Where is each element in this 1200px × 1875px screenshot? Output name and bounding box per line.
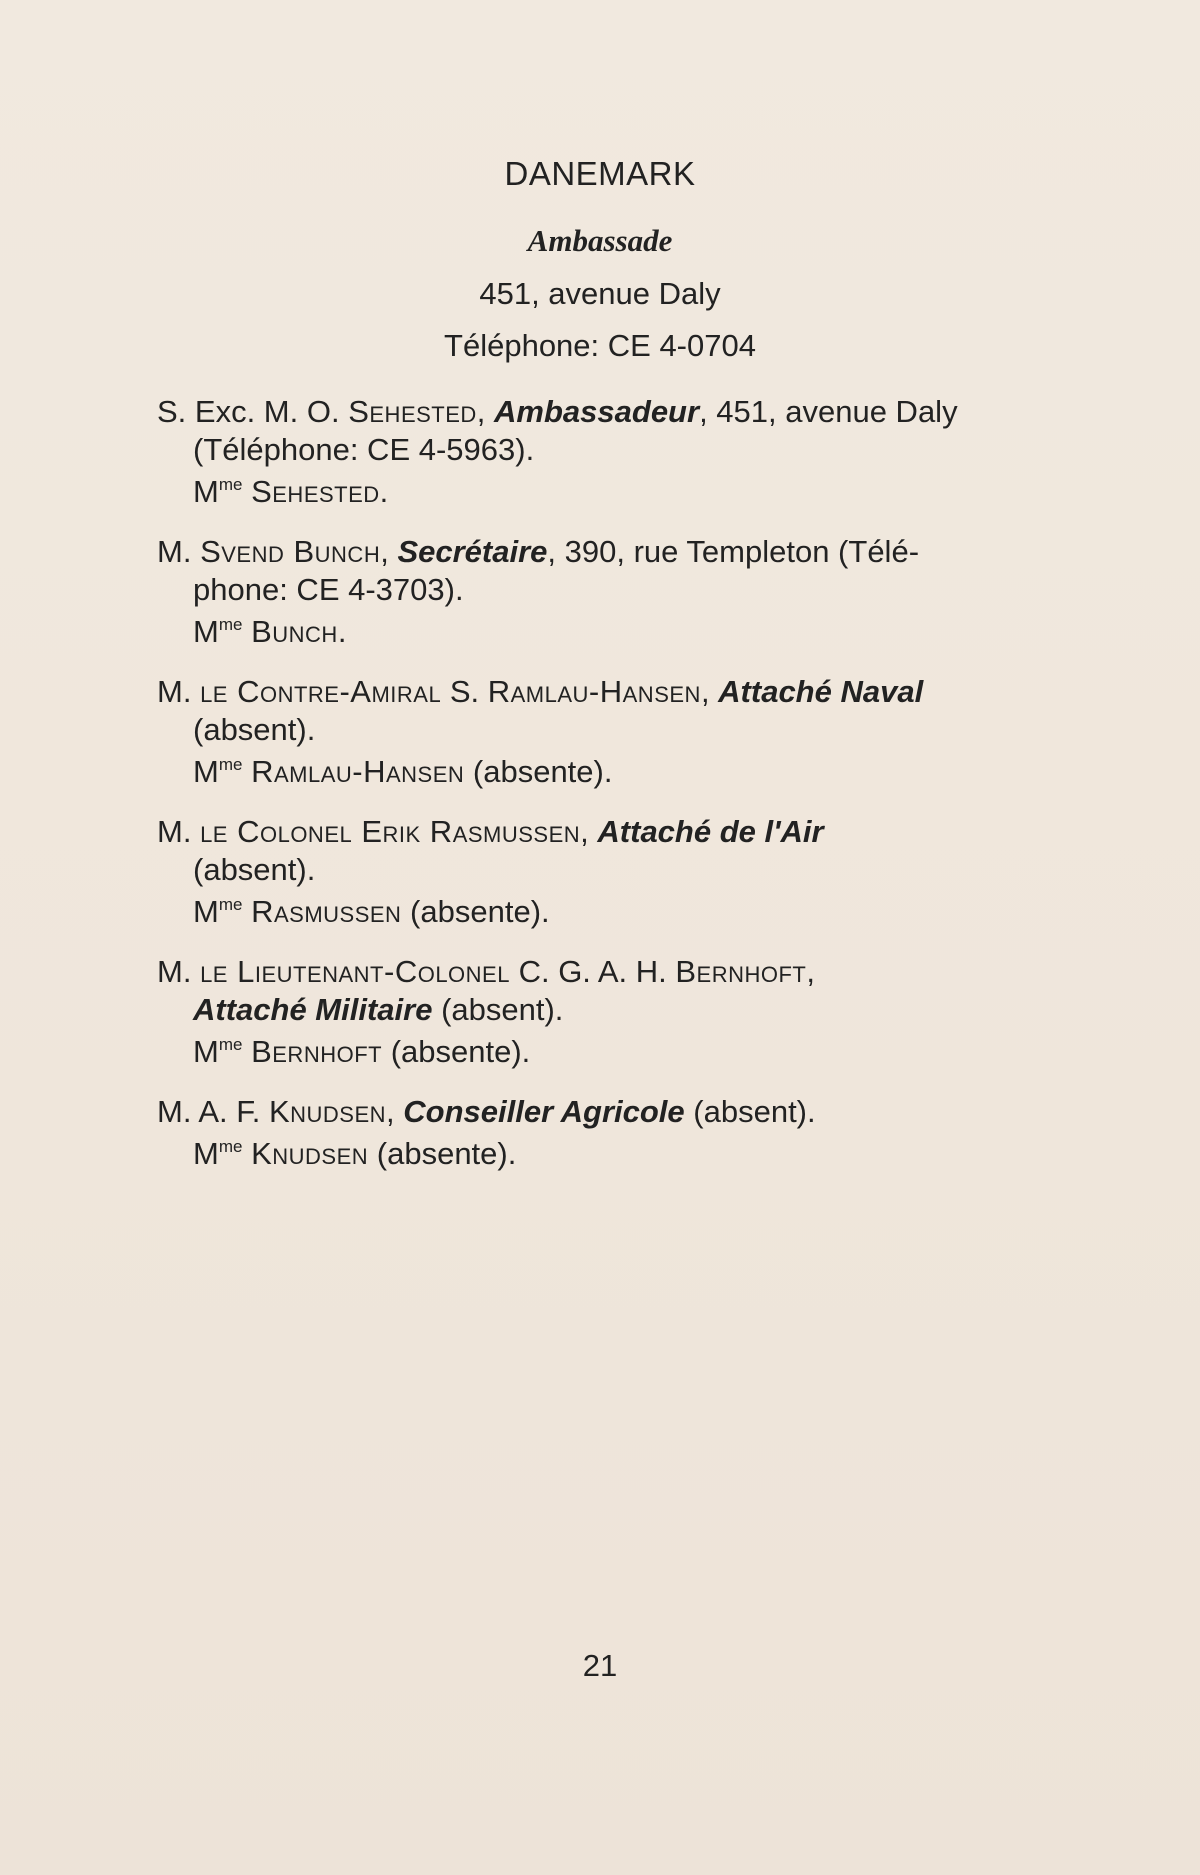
section-subtitle: Ambassade: [527, 223, 673, 258]
spouse-name: Bernhoft: [251, 1034, 383, 1069]
spouse-name: Sehested: [251, 474, 380, 509]
staff-list: [157, 393, 1072, 1195]
entry-detail-continued: phone: CE 4-3703).: [193, 572, 464, 607]
spouse-line: [157, 753, 1072, 791]
embassy-phone: Téléphone: CE 4-0704: [444, 328, 756, 363]
spouse-name: Rasmussen: [251, 894, 402, 929]
entry-title: Secrétaire: [397, 534, 548, 569]
entry-line: [157, 813, 1072, 851]
staff-entry: [157, 533, 1072, 651]
entry-separator: ,: [386, 1094, 404, 1129]
entry-prefix: M. A. F.: [157, 1094, 269, 1129]
entry-prefix: S. Exc. M. O.: [157, 394, 349, 429]
spouse-name: Knudsen: [251, 1136, 369, 1171]
entry-detail: (absent).: [432, 992, 564, 1027]
entry-line: [157, 1093, 1072, 1131]
spouse-prefix: M: [193, 894, 219, 929]
entry-detail: , 451, avenue Daly: [699, 394, 958, 429]
entry-detail-continued: (absent).: [193, 852, 316, 887]
entry-rank: le Lieutenant-Colonel: [200, 954, 510, 989]
entry-separator: ,: [806, 954, 815, 989]
entry-name: Knudsen: [268, 1094, 387, 1129]
entry-initials: C. G. A. H.: [509, 954, 676, 989]
entry-detail: (absent).: [684, 1094, 816, 1129]
entry-prefix: M.: [157, 814, 201, 849]
entry-separator: ,: [700, 674, 719, 709]
spouse-prefix-sup: me: [218, 755, 243, 774]
page-number: 21: [582, 1648, 618, 1683]
spouse-suffix: (absente).: [368, 1136, 517, 1171]
spouse-name: Bunch: [251, 614, 338, 649]
entry-separator: ,: [380, 534, 398, 569]
spouse-line: [157, 893, 1072, 931]
spouse-line: [157, 613, 1072, 651]
spouse-line: [157, 473, 1072, 511]
entry-rank: le Contre-Amiral: [200, 674, 442, 709]
entry-name: Sehested: [348, 394, 477, 429]
staff-entry: [157, 813, 1072, 931]
entry-detail-continued: [157, 991, 1072, 1029]
staff-entry: [157, 1093, 1072, 1173]
staff-entry: [157, 393, 1072, 511]
entry-detail-continued: (Téléphone: CE 4-5963).: [193, 432, 535, 467]
spouse-prefix-sup: me: [218, 1137, 243, 1156]
spouse-prefix: M: [193, 474, 219, 509]
entry-line: [157, 533, 1072, 571]
spouse-name: Ramlau-Hansen: [251, 754, 465, 789]
staff-entry: [157, 953, 1072, 1071]
staff-entry: [157, 673, 1072, 791]
spouse-prefix: M: [193, 1034, 219, 1069]
entry-prefix: M.: [157, 674, 201, 709]
spouse-prefix: M: [193, 754, 219, 789]
entry-title: Attaché Naval: [718, 674, 924, 709]
entry-line: [157, 393, 1072, 431]
entry-separator: ,: [476, 394, 495, 429]
entry-name: Svend Bunch: [200, 534, 381, 569]
spouse-prefix: M: [193, 1136, 219, 1171]
spouse-suffix: (absente).: [401, 894, 550, 929]
spouse-prefix-sup: me: [218, 895, 243, 914]
entry-detail-continued: (absent).: [193, 712, 316, 747]
entry-name: le Colonel Erik Rasmussen: [200, 814, 581, 849]
entry-name: Bernhoft: [675, 954, 807, 989]
spouse-prefix-sup: me: [218, 475, 243, 494]
entry-title: Ambassadeur: [494, 394, 700, 429]
entry-title: Attaché de l'Air: [597, 814, 824, 849]
entry-prefix: M.: [157, 534, 201, 569]
entry-line: [157, 953, 1072, 991]
spouse-prefix-sup: me: [218, 615, 243, 634]
spouse-suffix: .: [337, 614, 347, 649]
spouse-suffix: (absente).: [382, 1034, 531, 1069]
country-heading: DANEMARK: [504, 155, 696, 192]
entry-title: Attaché Militaire: [193, 992, 433, 1027]
spouse-line: [157, 1033, 1072, 1071]
embassy-address: 451, avenue Daly: [479, 276, 721, 311]
spouse-prefix-sup: me: [218, 1035, 243, 1054]
spouse-prefix: M: [193, 614, 219, 649]
entry-separator: ,: [580, 814, 598, 849]
spouse-suffix: (absente).: [464, 754, 613, 789]
entry-prefix: M.: [157, 954, 201, 989]
spouse-suffix: .: [379, 474, 389, 509]
entry-title: Conseiller Agricole: [403, 1094, 685, 1129]
spouse-line: [157, 1135, 1072, 1173]
entry-name: Ramlau-Hansen: [487, 674, 701, 709]
entry-line: [157, 673, 1072, 711]
entry-detail: , 390, rue Templeton (Télé-: [547, 534, 920, 569]
entry-initials: S.: [441, 674, 488, 709]
